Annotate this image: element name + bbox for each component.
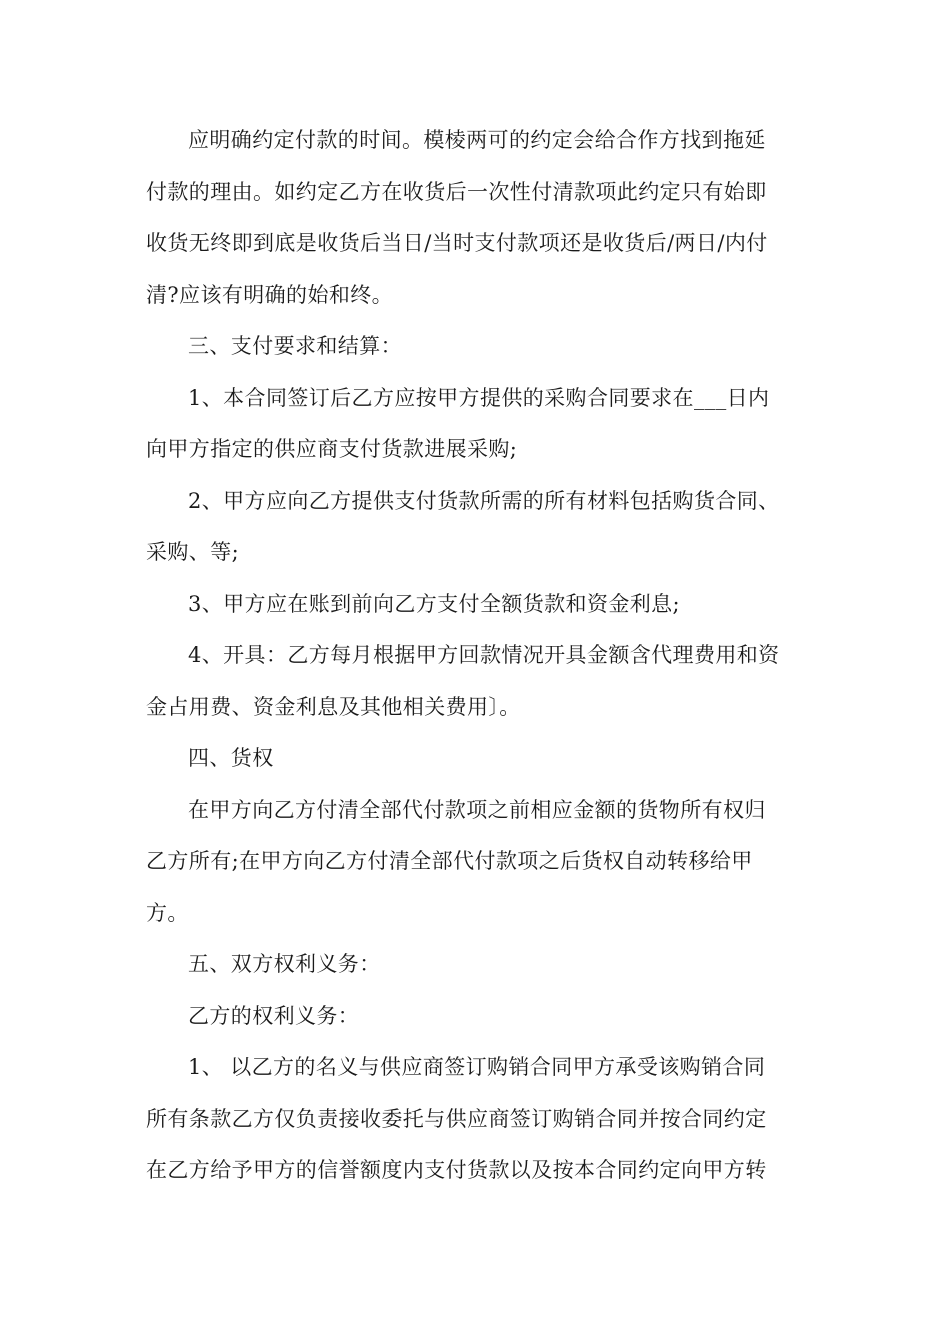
document-body [146, 115, 810, 1197]
text-line: 乙方所有;在甲方向乙方付清全部代付款项之后货权自动转移给甲 [146, 849, 753, 873]
text-line: 所有条款乙方仅负责接收委托与供应商签订购销合同并按合同约定 [146, 1106, 767, 1131]
clause-3-2 [146, 476, 810, 579]
clause-3-4 [146, 630, 810, 733]
section-heading-5 [146, 939, 810, 991]
text-line: 清?应该有明确的始和终。 [146, 282, 394, 307]
subheading-party-b-duties [146, 991, 810, 1043]
text-line: 2、甲方应向乙方提供支付货款所需的所有材料包括购货合同、 [188, 488, 780, 513]
text-line: 应明确约定付款的时间。模棱两可的约定会给合作方找到拖延 [188, 128, 766, 152]
text-line: 3、甲方应在账到前向乙方支付全额货款和资金利息; [188, 591, 681, 616]
paragraph-ownership [146, 785, 810, 940]
clause-3-1 [146, 373, 810, 476]
section-heading-4 [146, 733, 810, 785]
section-heading-3 [146, 321, 810, 373]
text-line: 收货无终即到底是收货后当日/当时支付款项还是收货后/两日/内付 [146, 231, 768, 255]
heading-text: 三、支付要求和结算： [188, 334, 402, 358]
paragraph-payment-time [146, 115, 810, 321]
text-line: 在乙方给予甲方的信誉额度内支付货款以及按本合同约定向甲方转 [146, 1158, 767, 1182]
text-line: 采购、等; [146, 540, 240, 564]
text-line: 1、 以乙方的名义与供应商签订购销合同甲方承受该购销合同 [188, 1055, 766, 1079]
text-line: 金占用费、资金利息及其他相关费用〕。 [146, 694, 521, 719]
clause-3-3 [146, 579, 810, 631]
clause-5-1 [146, 1042, 810, 1197]
text-line: 在甲方向乙方付清全部代付款项之前相应金额的货物所有权归 [188, 797, 766, 822]
text-line: 付款的理由。如约定乙方在收货后一次性付清款项此约定只有始即 [146, 179, 767, 204]
text-line: 方。 [146, 900, 189, 925]
heading-text: 五、双方权利义务： [188, 952, 381, 976]
text-line: 向甲方指定的供应商支付货款进展采购; [146, 437, 518, 461]
text-line: 4、开具：乙方每月根据甲方回款情况开具金额含代理费用和资 [188, 643, 780, 667]
text-line: 1、本合同签订后乙方应按甲方提供的采购合同要求在___日内 [188, 385, 770, 410]
heading-text: 乙方的权利义务： [188, 1003, 360, 1028]
heading-text: 四、货权 [188, 746, 274, 770]
